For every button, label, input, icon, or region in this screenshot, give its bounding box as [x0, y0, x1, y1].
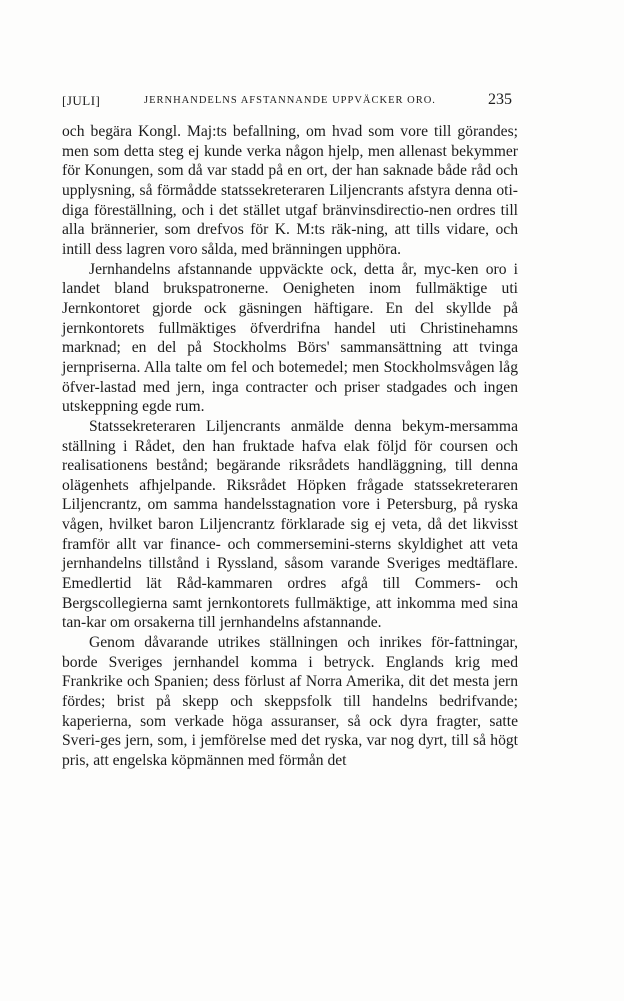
page-number: 235 — [488, 91, 512, 108]
paragraph-1: och begära Kongl. Maj:ts befallning, om hvad som vore till görandes; men som detta steg ej kunde verka någon hjelp, men allenast bekymmer för Konungen, som då var stadd på en ort, der han saknade både råd och upplysning, så förmådde statssekreteraren Liljencrants afstyra denna oti-diga föreställning, och i det stället utgaf bränvinsdirectio-nen ordres till alla brännerier, som drefvos för K. M:ts räk-ning, att tills vidare, och intill dess lagren voro sålda, med bränningen upphöra. — [62, 123, 518, 258]
paragraph-2: Jernhandelns afstannande uppväckte ock, detta år, myc-ken oro i landet bland brukspatronerne. Oenigheten inom fullmäktige uti Jernkontoret gjorde ock gäsningen häftigare. En del skyllde på jernkontorets fullmäktiges öfverdrifna handel uti Christinehamns marknad; en del på Stockholms Börs' sammansättning att tvinga jernpriserna. Alla talte om fel och botemedel; men Stockholmsvågen låg öfver-lastad med jern, inga contracter och priser stadgades och ingen utskeppning egde rum. — [62, 260, 518, 416]
body-text — [62, 122, 518, 771]
paragraph-3: Statssekreteraren Liljencrants anmälde denna bekym-mersamma ställning i Rådet, den han fruktade hafva elak följd för coursen och realisationens bestånd; begärande riksrådets handläggning, till denna olägenhets afhjelpande. Riksrådet Höpken frågade statssekreteraren Liljencrantz, om samma handelsstagnation vore i Petersburg, på ryska vågen, hvilket baron Liljencrantz förklarade sig ej veta, då det likvisst framför allt var finance- och commersemini-sterns skyldighet att veta jernhandelns tillstånd i Ryssland, såsom varande Sveriges medtäflare. Emedlertid lät Råd-kammaren ordres afgå till Commers- och Bergscollegierna samt jernkontorets fullmäktige, att inkomma med sina tan-kar om orsakerna till jernhandelns afstannande. — [62, 417, 518, 632]
running-title: JERNHANDELNS AFSTANNANDE UPPVÄCKER ORO. — [144, 95, 436, 106]
paragraph-4: Genom dåvarande utrikes ställningen och inrikes för-fattningar, borde Sveriges jernhandel komma i betryck. Englands krig med Frankrike och Spanien; dess förlust af Norra Amerika, dit det mesta jern fördes; brist på skepp och skeppsfolk till handelns bedrifvande; kaperierna, som verkade höga assuranser, så ock dyra fragter, satte Sveri-ges jern, som, i jemförelse med det ryska, var nog dyrt, till så högt pris, att engelska köpmännen med förmån det — [62, 634, 518, 769]
section-marker: [JULI] — [62, 93, 101, 108]
running-header — [62, 91, 512, 113]
